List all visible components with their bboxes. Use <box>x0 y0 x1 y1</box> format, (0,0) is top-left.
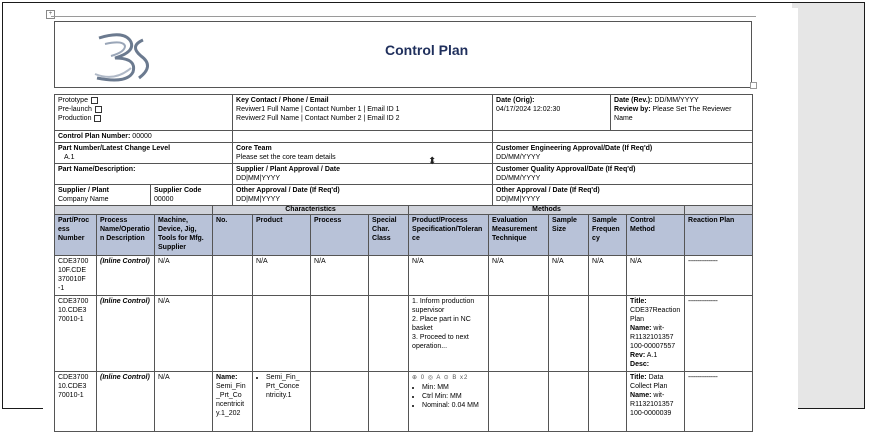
control-plan-number-cell <box>55 131 233 143</box>
group-blank <box>55 206 213 215</box>
col-sample-frequency: Sample Frequency <box>589 215 627 256</box>
empty-cell <box>493 131 753 143</box>
col-sample-size: Sample Size <box>549 215 589 256</box>
process-name: (Inline Control) <box>97 372 155 432</box>
gdt-symbol-icon: ⊕ 0 ◎ A ⊙ B x2 <box>412 375 469 381</box>
group-methods: Methods <box>409 206 685 215</box>
date-rev-cell <box>611 95 753 131</box>
page-title: Control Plan <box>385 42 469 58</box>
no <box>213 256 253 296</box>
col-machine: Machine, Device, Jig, Tools for Mfg. Supplier <box>155 215 213 256</box>
product: N/A <box>253 256 311 296</box>
reaction-plan: ---------------- <box>685 256 753 296</box>
sample-frequency <box>589 372 627 432</box>
part-name-label: Part Name/Description: <box>58 166 136 173</box>
col-process-name: Process Name/Operation Description <box>97 215 155 256</box>
table-row <box>55 372 753 432</box>
part-number: CDE3700 10.CDE3 70010-1 <box>55 296 97 372</box>
row-move-icon[interactable]: ⬍ <box>428 156 437 167</box>
control-plan-header <box>54 21 752 88</box>
machine: N/A <box>155 296 213 372</box>
reviewer2: Reviwer2 Full Name | Contact Number 2 | Email ID 2 <box>236 115 400 122</box>
evaluation <box>489 372 549 432</box>
date-orig: 04/17/2024 12:02:30 <box>496 106 561 113</box>
document-window <box>2 2 865 417</box>
supplier-plant-approval-cell <box>233 164 493 185</box>
machine: N/A <box>155 256 213 296</box>
resize-handle-icon[interactable] <box>750 82 757 89</box>
plan-type-cell <box>55 95 233 131</box>
col-no: No. <box>213 215 253 256</box>
col-part-number: Part/Process Number <box>55 215 97 256</box>
reaction-plan: ---------------- <box>685 372 753 432</box>
col-process: Process <box>311 215 369 256</box>
evaluation: N/A <box>489 256 549 296</box>
control-method: Title: Data Collect Plan Name: wit-R1132101357 100-0000039 <box>627 372 685 432</box>
cust-quality-label: Customer Quality Approval/Date (If Req'd) <box>496 166 636 173</box>
checkbox-icon[interactable] <box>95 106 102 113</box>
supplier-plant-label: Supplier / Plant <box>58 187 109 194</box>
empty-cell <box>233 131 493 143</box>
checkbox-production[interactable]: Production <box>58 114 229 123</box>
other-approval-cell <box>233 185 493 206</box>
supplier-code-cell <box>151 185 233 206</box>
supplier-plant-approval: DD|MM|YYYY <box>236 175 281 182</box>
date-orig-label: Date (Orig): <box>496 97 535 104</box>
supplier-plant-cell <box>55 185 151 206</box>
sample-size <box>549 372 589 432</box>
product <box>253 296 311 372</box>
document-gutter <box>792 3 864 408</box>
col-reaction-plan: Reaction Plan <box>685 215 753 256</box>
group-blank <box>685 206 753 215</box>
specification: ⊕ 0 ◎ A ⊙ B x2 • Min: MM • Ctrl Min: MM • Nominal: 0.04 MM <box>409 372 489 432</box>
evaluation <box>489 296 549 372</box>
process-name: (Inline Control) <box>97 296 155 372</box>
process <box>311 296 369 372</box>
cust-eng-cell <box>493 143 753 164</box>
checkbox-icon[interactable] <box>91 97 98 104</box>
col-evaluation: Evaluation Measurement Technique <box>489 215 549 256</box>
spec-item: 3. Proceed to next operation... <box>412 334 469 350</box>
date-rev-label: Date (Rev.): <box>614 97 653 104</box>
no <box>213 296 253 372</box>
page-top-border <box>51 16 756 17</box>
checkbox-icon[interactable] <box>94 115 101 122</box>
product: • Semi_Fin_ Prt_Conce ntricity.1 <box>253 372 311 432</box>
group-characteristics: Characteristics <box>213 206 409 215</box>
col-specification: Product/Process Specification/Tolerance <box>409 215 489 256</box>
machine: N/A <box>155 372 213 432</box>
spec-item: 2. Place part in NC basket <box>412 316 471 332</box>
no: Name: Semi_Fin _Prt_Co ncentricit y.1_202 <box>213 372 253 432</box>
reviewer1: Reviwer1 Full Name | Contact Number 1 | Email ID 1 <box>236 106 400 113</box>
part-number: CDE3700 10F.CDE 370010F -1 <box>55 256 97 296</box>
core-team: Please set the core team details <box>236 154 336 161</box>
supplier-plant-approval-label: Supplier / Plant Approval / Date <box>236 166 340 173</box>
other-approval: DD|MM|YYYY <box>236 196 281 203</box>
table-row <box>55 256 753 296</box>
review-by-label: Review by: <box>614 106 651 113</box>
key-contact-cell <box>233 95 493 131</box>
specification: N/A <box>409 256 489 296</box>
part-number-label: Part Number/Latest Change Level <box>58 145 171 152</box>
document-page <box>43 8 798 428</box>
supplier-plant: Company Name <box>58 196 109 203</box>
part-number: CDE3700 10.CDE3 70010-1 <box>55 372 97 432</box>
cust-eng: DD/MM/YYYY <box>496 154 541 161</box>
sample-frequency <box>589 296 627 372</box>
other-approval-label: Other Approval / Date (If Req'd) <box>236 187 340 194</box>
part-number: A.1 <box>64 154 75 161</box>
sample-size <box>549 296 589 372</box>
part-number-cell <box>55 143 233 164</box>
other-approval2-cell <box>493 185 753 206</box>
checkbox-pre-launch[interactable]: Pre-launch <box>58 105 229 114</box>
col-special-char: Special Char. Class <box>369 215 409 256</box>
part-name-cell <box>55 164 233 185</box>
3ds-logo-icon <box>85 28 165 84</box>
col-product: Product <box>253 215 311 256</box>
reaction-plan: ---------------- <box>685 296 753 372</box>
col-control-method: Control Method <box>627 215 685 256</box>
checkbox-prototype[interactable]: Prototype <box>58 96 229 105</box>
review-by: Please Set The Reviewer Name <box>614 106 732 122</box>
date-orig-cell <box>493 95 611 131</box>
special-char <box>369 372 409 432</box>
control-plan-table <box>54 205 753 432</box>
supplier-code: 00000 <box>154 196 174 203</box>
other-approval2: DD|MM|YYYY <box>496 196 541 203</box>
spec-item: 1. Inform production supervisor <box>412 298 475 314</box>
control-plan-number: 00000 <box>132 133 152 140</box>
key-contact-label: Key Contact / Phone / Email <box>236 97 329 104</box>
control-method: N/A <box>627 256 685 296</box>
process <box>311 372 369 432</box>
core-team-cell <box>233 143 493 164</box>
control-method: Title: CDE37Reaction Plan Name: wit-R1132101357 100-00007557 Rev: A.1 Desc: <box>627 296 685 372</box>
core-team-label: Core Team <box>236 145 272 152</box>
cust-quality-cell <box>493 164 753 185</box>
date-rev: DD/MM/YYYY <box>654 97 699 104</box>
cust-quality: DD/MM/YYYY <box>496 175 541 182</box>
table-row <box>55 296 753 372</box>
cust-eng-label: Customer Engineering Approval/Date (If Req'd) <box>496 145 653 152</box>
special-char <box>369 296 409 372</box>
sample-frequency: N/A <box>589 256 627 296</box>
other-approval2-label: Other Approval / Date (If Req'd) <box>496 187 600 194</box>
sample-size: N/A <box>549 256 589 296</box>
info-table <box>54 94 753 206</box>
supplier-code-label: Supplier Code <box>154 187 202 194</box>
special-char <box>369 256 409 296</box>
process-name: (Inline Control) <box>97 256 155 296</box>
control-plan-number-label: Control Plan Number: <box>58 133 131 140</box>
table-move-handle-icon[interactable]: + <box>46 10 55 19</box>
process: N/A <box>311 256 369 296</box>
specification <box>409 296 489 372</box>
